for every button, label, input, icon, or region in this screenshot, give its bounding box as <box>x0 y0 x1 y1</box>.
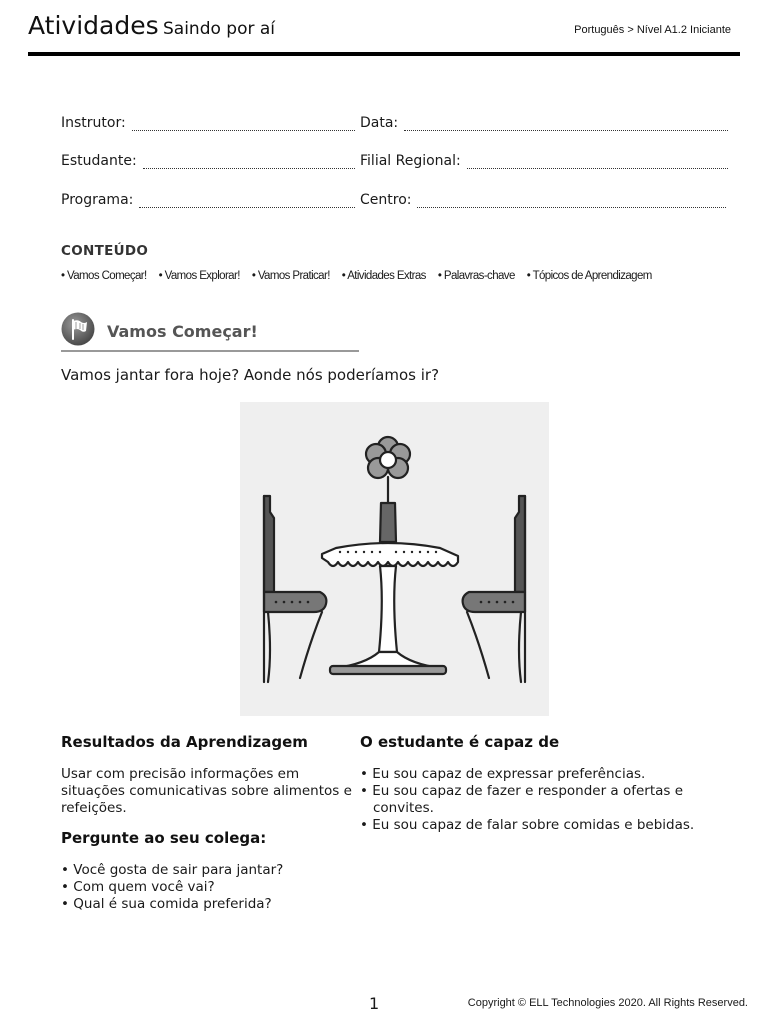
toc-item[interactable]: • Vamos Explorar! <box>159 270 240 282</box>
toc-item[interactable]: • Atividades Extras <box>342 270 426 282</box>
programa-label: Programa: <box>61 192 134 208</box>
list-item: • Com quem você vai? <box>61 879 357 896</box>
programa-field[interactable] <box>61 192 355 208</box>
toc-item[interactable]: • Palavras-chave <box>438 270 515 282</box>
list-item: • Eu sou capaz de expressar preferências. <box>360 766 720 783</box>
toc-item[interactable]: • Tópicos de Aprendizagem <box>527 270 652 282</box>
filial-label: Filial Regional: <box>360 153 461 169</box>
outcomes-text: Usar com precisão informações em situações comunicativas sobre alimentos e refeições. <box>61 766 352 816</box>
ask-list <box>61 862 357 913</box>
page-subtitle: Saindo por aí <box>163 19 276 39</box>
list-item: • Eu sou capaz de fazer e responder a ofertas e convites. <box>360 783 720 817</box>
outcomes-heading: Resultados da Aprendizagem <box>61 733 308 751</box>
breadcrumb: Português > Nível A1.2 Iniciante <box>574 24 731 36</box>
table-chairs-drawing <box>240 402 549 716</box>
ask-heading: Pergunte ao seu colega: <box>61 829 267 847</box>
contents-list <box>61 270 652 282</box>
section-title: Vamos Começar! <box>107 322 258 341</box>
section-header <box>61 310 359 352</box>
capable-list <box>360 766 720 834</box>
filial-field[interactable] <box>360 153 728 169</box>
instrutor-field[interactable] <box>61 115 355 131</box>
centro-field[interactable] <box>360 192 726 208</box>
centro-label: Centro: <box>360 192 412 208</box>
table-chairs-illustration <box>240 402 549 716</box>
data-field[interactable] <box>360 115 728 131</box>
list-item: • Qual é sua comida preferida? <box>61 896 357 913</box>
instrutor-label: Instrutor: <box>61 115 126 131</box>
toc-item[interactable]: • Vamos Começar! <box>61 270 147 282</box>
list-item: • Eu sou capaz de falar sobre comidas e bebidas. <box>360 817 720 834</box>
contents-label: CONTEÚDO <box>61 243 149 259</box>
estudante-label: Estudante: <box>61 153 137 169</box>
toc-item[interactable]: • Vamos Praticar! <box>252 270 330 282</box>
header-rule <box>28 52 740 56</box>
data-label: Data: <box>360 115 399 131</box>
estudante-field[interactable] <box>61 153 355 169</box>
intro-question: Vamos jantar fora hoje? Aonde nós poderíamos ir? <box>61 366 440 384</box>
flag-icon <box>61 312 95 346</box>
capable-heading: O estudante é capaz de <box>360 733 560 751</box>
copyright: Copyright © ELL Technologies 2020. All Rights Reserved. <box>467 997 748 1009</box>
list-item: • Você gosta de sair para jantar? <box>61 862 357 879</box>
page-title: Atividades <box>28 11 159 40</box>
page-number: 1 <box>369 994 380 1013</box>
